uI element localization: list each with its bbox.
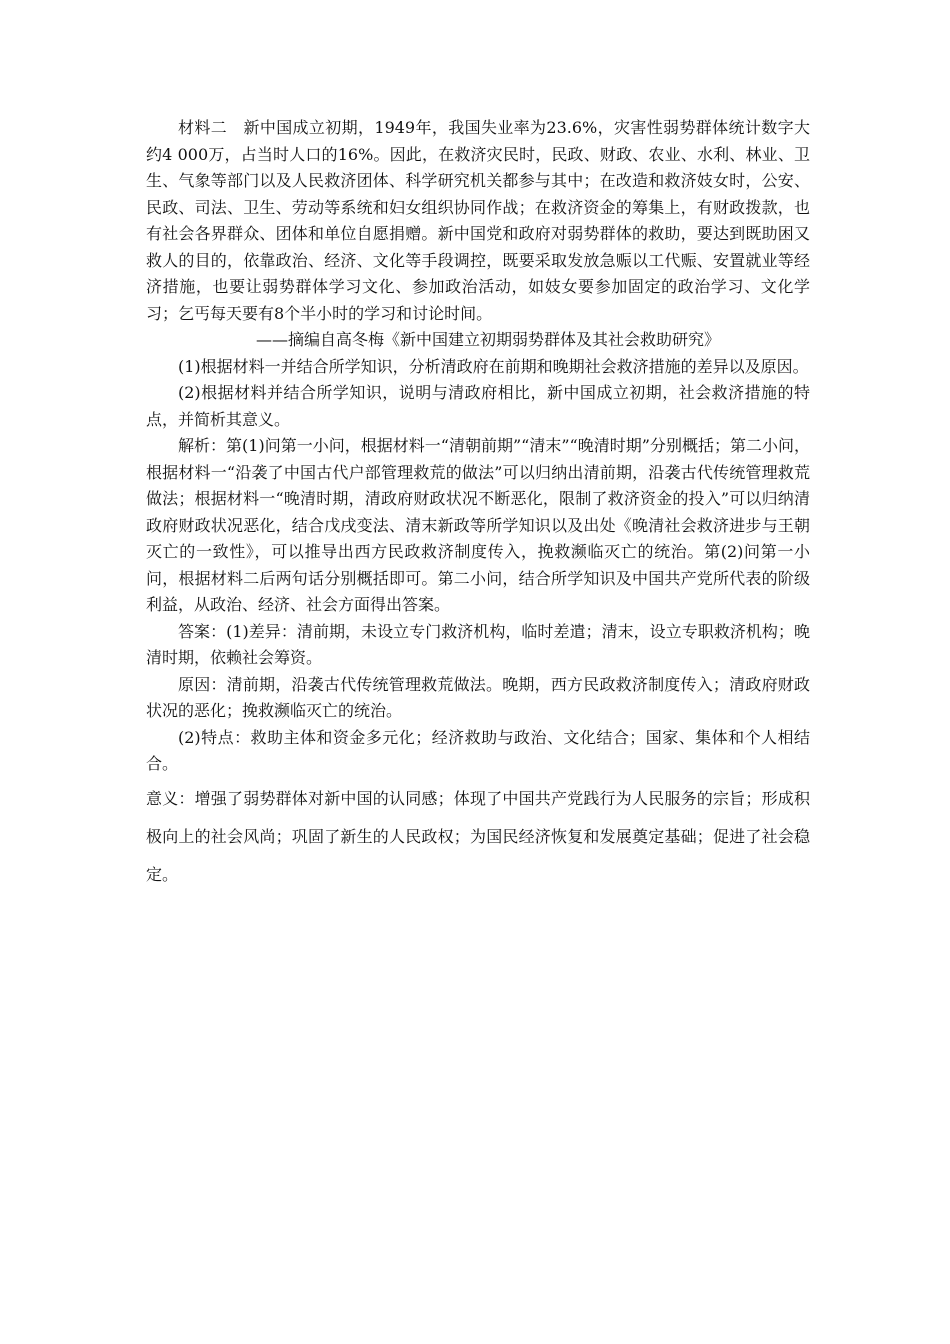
answer-difference: 答案：(1)差异：清前期，未设立专门救济机构，临时差遣；清末，设立专职救济机构；晚清时期，依赖社会筹资。	[146, 621, 810, 667]
answer-reason: 原因：清前期，沿袭古代传统管理救荒做法。晚期，西方民政救济制度传入；清政府财政状况的恶化；挽救濒临灭亡的统治。	[146, 674, 810, 720]
analysis-paragraph: 解析：第(1)问第一小问，根据材料一“清朝前期”“清末”“晚清时期”分别概括；第二小问，根据材料一“沿袭了中国古代户部管理救荒的做法”可以归纳出清前期，沿袭古代传统管理救荒做法；根据材料一“晚清时期，清政府财政状况不断恶化，限制了救济资金的投入”可以归纳清政府财政状况恶化，结合戊戌变法、清末新政等所学知识以及出处《晚清社会救济进步与王朝灭亡的一致性》，可以推导出西方民政救济制度传入，挽救濒临灭亡的统治。第(2)问第一小问，根据材料二后两句话分别概括即可。第二小问，结合所学知识及中国共产党所代表的阶级利益，从政治、经济、社会方面得出答案。	[146, 436, 810, 614]
question-two: (2)根据材料并结合所学知识，说明与清政府相比，新中国成立初期，社会救济措施的特点，并简析其意义。	[146, 383, 810, 429]
document-page	[146, 115, 810, 894]
answer-features: (2)特点：救助主体和资金多元化；经济救助与政治、文化结合；国家、集体和个人相结合。	[146, 727, 810, 773]
answer-significance: 意义：增强了弱势群体对新中国的认同感；体现了中国共产党践行为人民服务的宗旨；形成积极向上的社会风尚；巩固了新生的人民政权；为国民经济恢复和发展奠定基础；促进了社会稳定。	[146, 788, 810, 884]
question-one: (1)根据材料一并结合所学知识，分析清政府在前期和晚期社会救济措施的差异以及原因。	[178, 356, 809, 376]
material-two-paragraph: 材料二 新中国成立初期，1949年，我国失业率为23.6%，灾害性弱势群体统计数字大约4 000万，占当时人口的16%。因此，在救济灾民时，民政、财政、农业、水利、林业、卫生、气象等部门以及人民救济团体、科学研究机关都参与其中；在改造和救济妓女时，公安、民政、司法、卫生、劳动等系统和妇女组织协同作战；在救济资金的筹集上，有财政拨款，也有社会各界群众、团体和单位自愿捐赠。新中国党和政府对弱势群体的救助，要达到既助困又救人的目的，依靠政治、经济、文化等手段调控，既要采取发放急赈以工代赈、安置就业等经济措施，也要让弱势群体学习文化、参加政治活动，如妓女要参加固定的政治学习、文化学习；乞丐每天要有8个半小时的学习和讨论时间。	[146, 118, 810, 323]
material-two-source: ——摘编自高冬梅《新中国建立初期弱势群体及其社会救助研究》	[256, 330, 721, 349]
